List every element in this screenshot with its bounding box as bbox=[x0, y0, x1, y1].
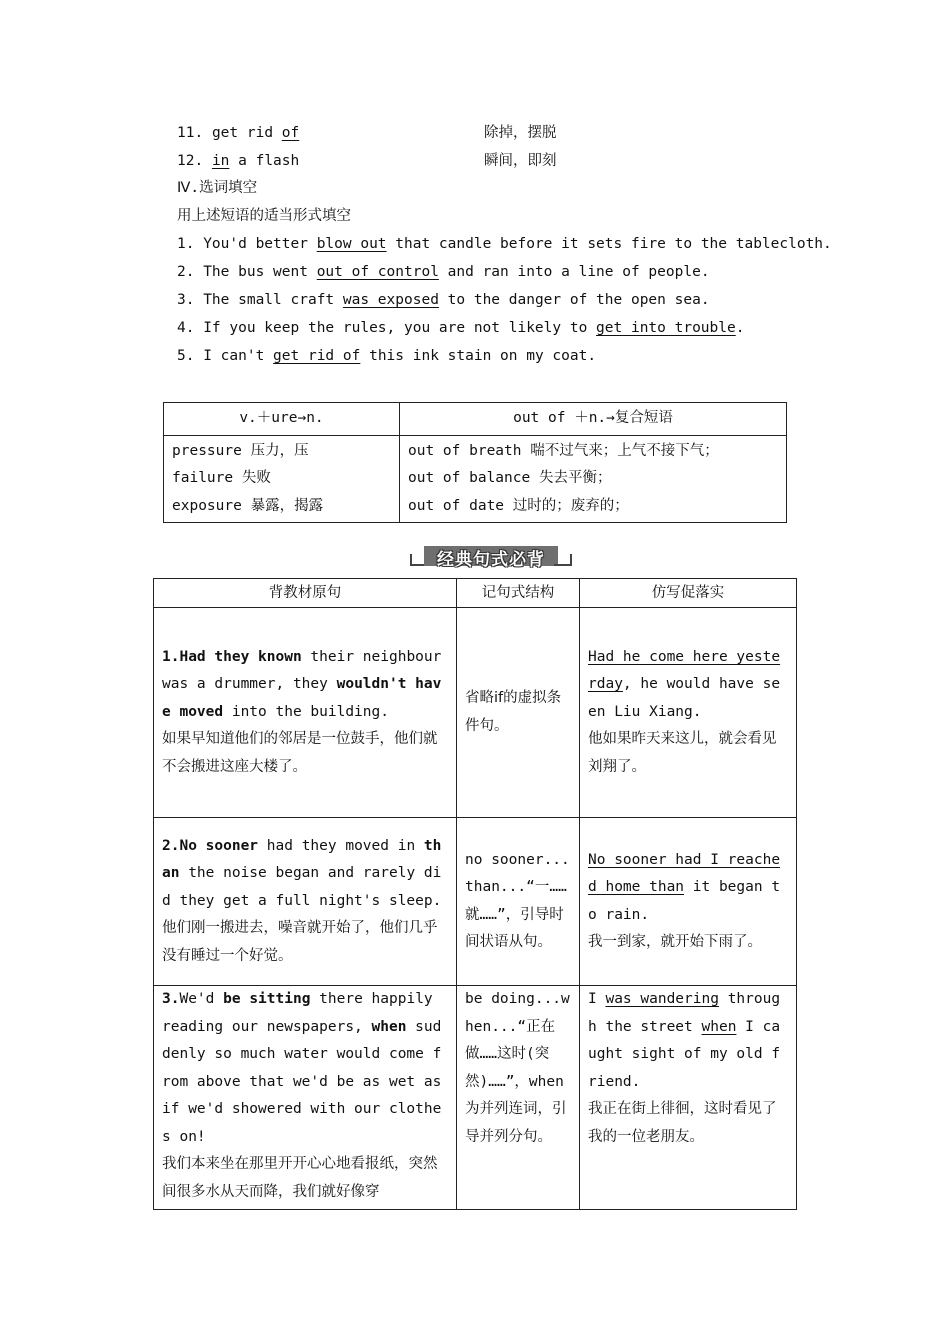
list-item: out of date 过时的；废弃的； bbox=[408, 497, 629, 514]
original-cell bbox=[154, 818, 457, 986]
table-header: out of ＋n.→复合短语 bbox=[400, 403, 787, 436]
structure-cell bbox=[457, 818, 580, 986]
phrase-text: a flash bbox=[229, 153, 300, 169]
exercise-number: 3. bbox=[177, 292, 195, 308]
list-item: out of breath 喘不过气来；上气不接下气； bbox=[408, 442, 719, 459]
exercise-number: 1. bbox=[177, 236, 195, 252]
answer-segment: when bbox=[701, 1018, 737, 1035]
original-sentence bbox=[162, 986, 448, 1208]
imitation-sentence bbox=[588, 986, 788, 1151]
phrase-answer: of bbox=[281, 125, 300, 141]
structure-cell bbox=[457, 608, 580, 818]
answer-segment: was wandering bbox=[605, 991, 719, 1007]
compound-phrases-cell bbox=[400, 435, 787, 523]
phrase-text: get rid bbox=[211, 125, 282, 141]
exercise-number: 5. bbox=[177, 348, 195, 364]
bold-segment: than bbox=[162, 837, 442, 882]
exercise-answer: get into trouble bbox=[596, 320, 736, 336]
bold-segment: wouldn't have moved bbox=[162, 676, 442, 720]
list-item: exposure 暴露，揭露 bbox=[172, 497, 324, 514]
text-segment: I caught sight of my old friend. bbox=[588, 1018, 781, 1090]
bold-segment: 2. bbox=[162, 837, 180, 854]
phrase-answer: in bbox=[211, 153, 230, 169]
exercise-text: The small craft bbox=[203, 292, 343, 308]
exercise-item bbox=[177, 318, 744, 338]
original-sentence bbox=[162, 833, 448, 971]
exercise-text: . bbox=[735, 320, 745, 336]
original-translation: 他们刚一搬进去，噪音就开始了，他们几乎没有睡过一个好觉。 bbox=[162, 920, 438, 964]
imitation-translation: 我一到家，就开始下雨了。 bbox=[588, 934, 762, 950]
text-segment: their neighbour was a drummer, they bbox=[162, 648, 442, 693]
text-segment: the noise began and rarely did they get a full night's sleep. bbox=[162, 865, 442, 909]
exercise-text: and ran into a line of people. bbox=[438, 264, 710, 280]
original-sentence bbox=[162, 644, 448, 782]
exercise-answer: get rid of bbox=[273, 348, 361, 364]
exercise-number: 4. bbox=[177, 320, 195, 336]
original-translation: 如果早知道他们的邻居是一位鼓手，他们就不会搬进这座大楼了。 bbox=[162, 731, 438, 775]
phrase-number: 12. bbox=[177, 153, 204, 169]
bold-segment: Had they known bbox=[179, 648, 302, 665]
list-item: pressure 压力，压 bbox=[172, 442, 309, 459]
exercise-item bbox=[177, 346, 596, 366]
text-segment: had they moved in bbox=[258, 837, 424, 854]
imitation-sentence bbox=[588, 644, 788, 782]
text-segment: into the building. bbox=[223, 703, 389, 720]
phrase-12 bbox=[177, 151, 299, 171]
text-segment: I bbox=[588, 991, 606, 1007]
exercise-answer: blow out bbox=[316, 236, 387, 252]
exercise-number: 2. bbox=[177, 264, 195, 280]
bold-segment: be sitting bbox=[223, 991, 311, 1007]
structure-text: be doing...when...“正在做……这时(突然)……”，when为并列连词，引导并列分句。 bbox=[465, 991, 570, 1145]
list-item: out of balance 失去平衡； bbox=[408, 470, 612, 486]
table-header: 记句式结构 bbox=[457, 579, 580, 608]
exercise-text: If you keep the rules, you are not likely to bbox=[203, 320, 597, 336]
exercise-text: You'd better bbox=[203, 236, 317, 252]
list-item: failure 失败 bbox=[172, 470, 271, 486]
exercise-text: that candle before it sets fire to the tablecloth. bbox=[386, 236, 832, 252]
phrase-number: 11. bbox=[177, 125, 204, 141]
text-segment: , he would have seen Liu Xiang. bbox=[588, 676, 781, 720]
exercise-answer: out of control bbox=[316, 264, 439, 280]
exercise-text: this ink stain on my coat. bbox=[360, 348, 597, 364]
exercise-item bbox=[177, 262, 710, 282]
bold-segment: 1. bbox=[162, 648, 180, 665]
phrase-11 bbox=[177, 123, 299, 143]
original-translation: 我们本来坐在那里开开心心地看报纸，突然间很多水从天而降，我们就好像穿 bbox=[162, 1156, 438, 1200]
imitation-cell bbox=[580, 986, 797, 1210]
table-row bbox=[154, 608, 797, 818]
bold-segment: No sooner bbox=[179, 837, 259, 854]
structure-text: no sooner...than...“一……就……”，引导时间状语从句。 bbox=[465, 851, 570, 950]
bold-segment: 3. bbox=[162, 991, 180, 1007]
instruction: 用上述短语的适当形式填空 bbox=[177, 208, 351, 224]
answer-segment: Had he come here yesterday bbox=[588, 648, 781, 693]
imitation-translation: 我正在街上徘徊，这时看见了我的一位老朋友。 bbox=[588, 1101, 777, 1145]
imitation-cell bbox=[580, 608, 797, 818]
exercise-answer: was exposed bbox=[342, 292, 439, 308]
word-formation-table bbox=[163, 402, 787, 523]
text-segment: suddenly so much water would come from above that we'd be as wet as if we'd showered with our clothes on! bbox=[162, 1018, 442, 1145]
imitation-translation: 他如果昨天来这儿，就会看见刘翔了。 bbox=[588, 731, 777, 775]
original-cell bbox=[154, 608, 457, 818]
text-segment: it began to rain. bbox=[588, 879, 781, 923]
text-segment: there happily reading our newspapers, bbox=[162, 991, 433, 1035]
exercise-item bbox=[177, 234, 832, 254]
banner-title: 经典句式必背 bbox=[437, 550, 545, 570]
text-segment: through the street bbox=[588, 991, 781, 1035]
table-header: v.＋ure→n. bbox=[164, 403, 400, 436]
answer-segment: No sooner had I reached home than bbox=[588, 851, 781, 895]
original-cell bbox=[154, 986, 457, 1210]
exercise-item bbox=[177, 290, 710, 310]
table-row bbox=[154, 818, 797, 986]
phrase-12-meaning: 瞬间，即刻 bbox=[484, 153, 557, 169]
section-banner bbox=[410, 542, 572, 568]
structure-cell bbox=[457, 986, 580, 1210]
structure-text: 省略if的虚拟条件句。 bbox=[465, 690, 562, 734]
imitation-sentence bbox=[588, 847, 788, 957]
exercise-text: The bus went bbox=[203, 264, 317, 280]
text-segment: We'd bbox=[179, 991, 224, 1007]
table-row bbox=[154, 986, 797, 1210]
phrase-11-meaning: 除掉，摆脱 bbox=[484, 125, 557, 141]
suffix-words-cell bbox=[164, 435, 400, 523]
imitation-cell bbox=[580, 818, 797, 986]
exercise-text: I can't bbox=[203, 348, 274, 364]
sentence-table bbox=[153, 578, 797, 1210]
section-title: Ⅳ.选词填空 bbox=[177, 180, 258, 196]
table-header: 背教材原句 bbox=[154, 579, 457, 608]
bold-segment: when bbox=[371, 1018, 407, 1035]
table-header: 仿写促落实 bbox=[580, 579, 797, 608]
exercise-text: to the danger of the open sea. bbox=[438, 292, 710, 308]
